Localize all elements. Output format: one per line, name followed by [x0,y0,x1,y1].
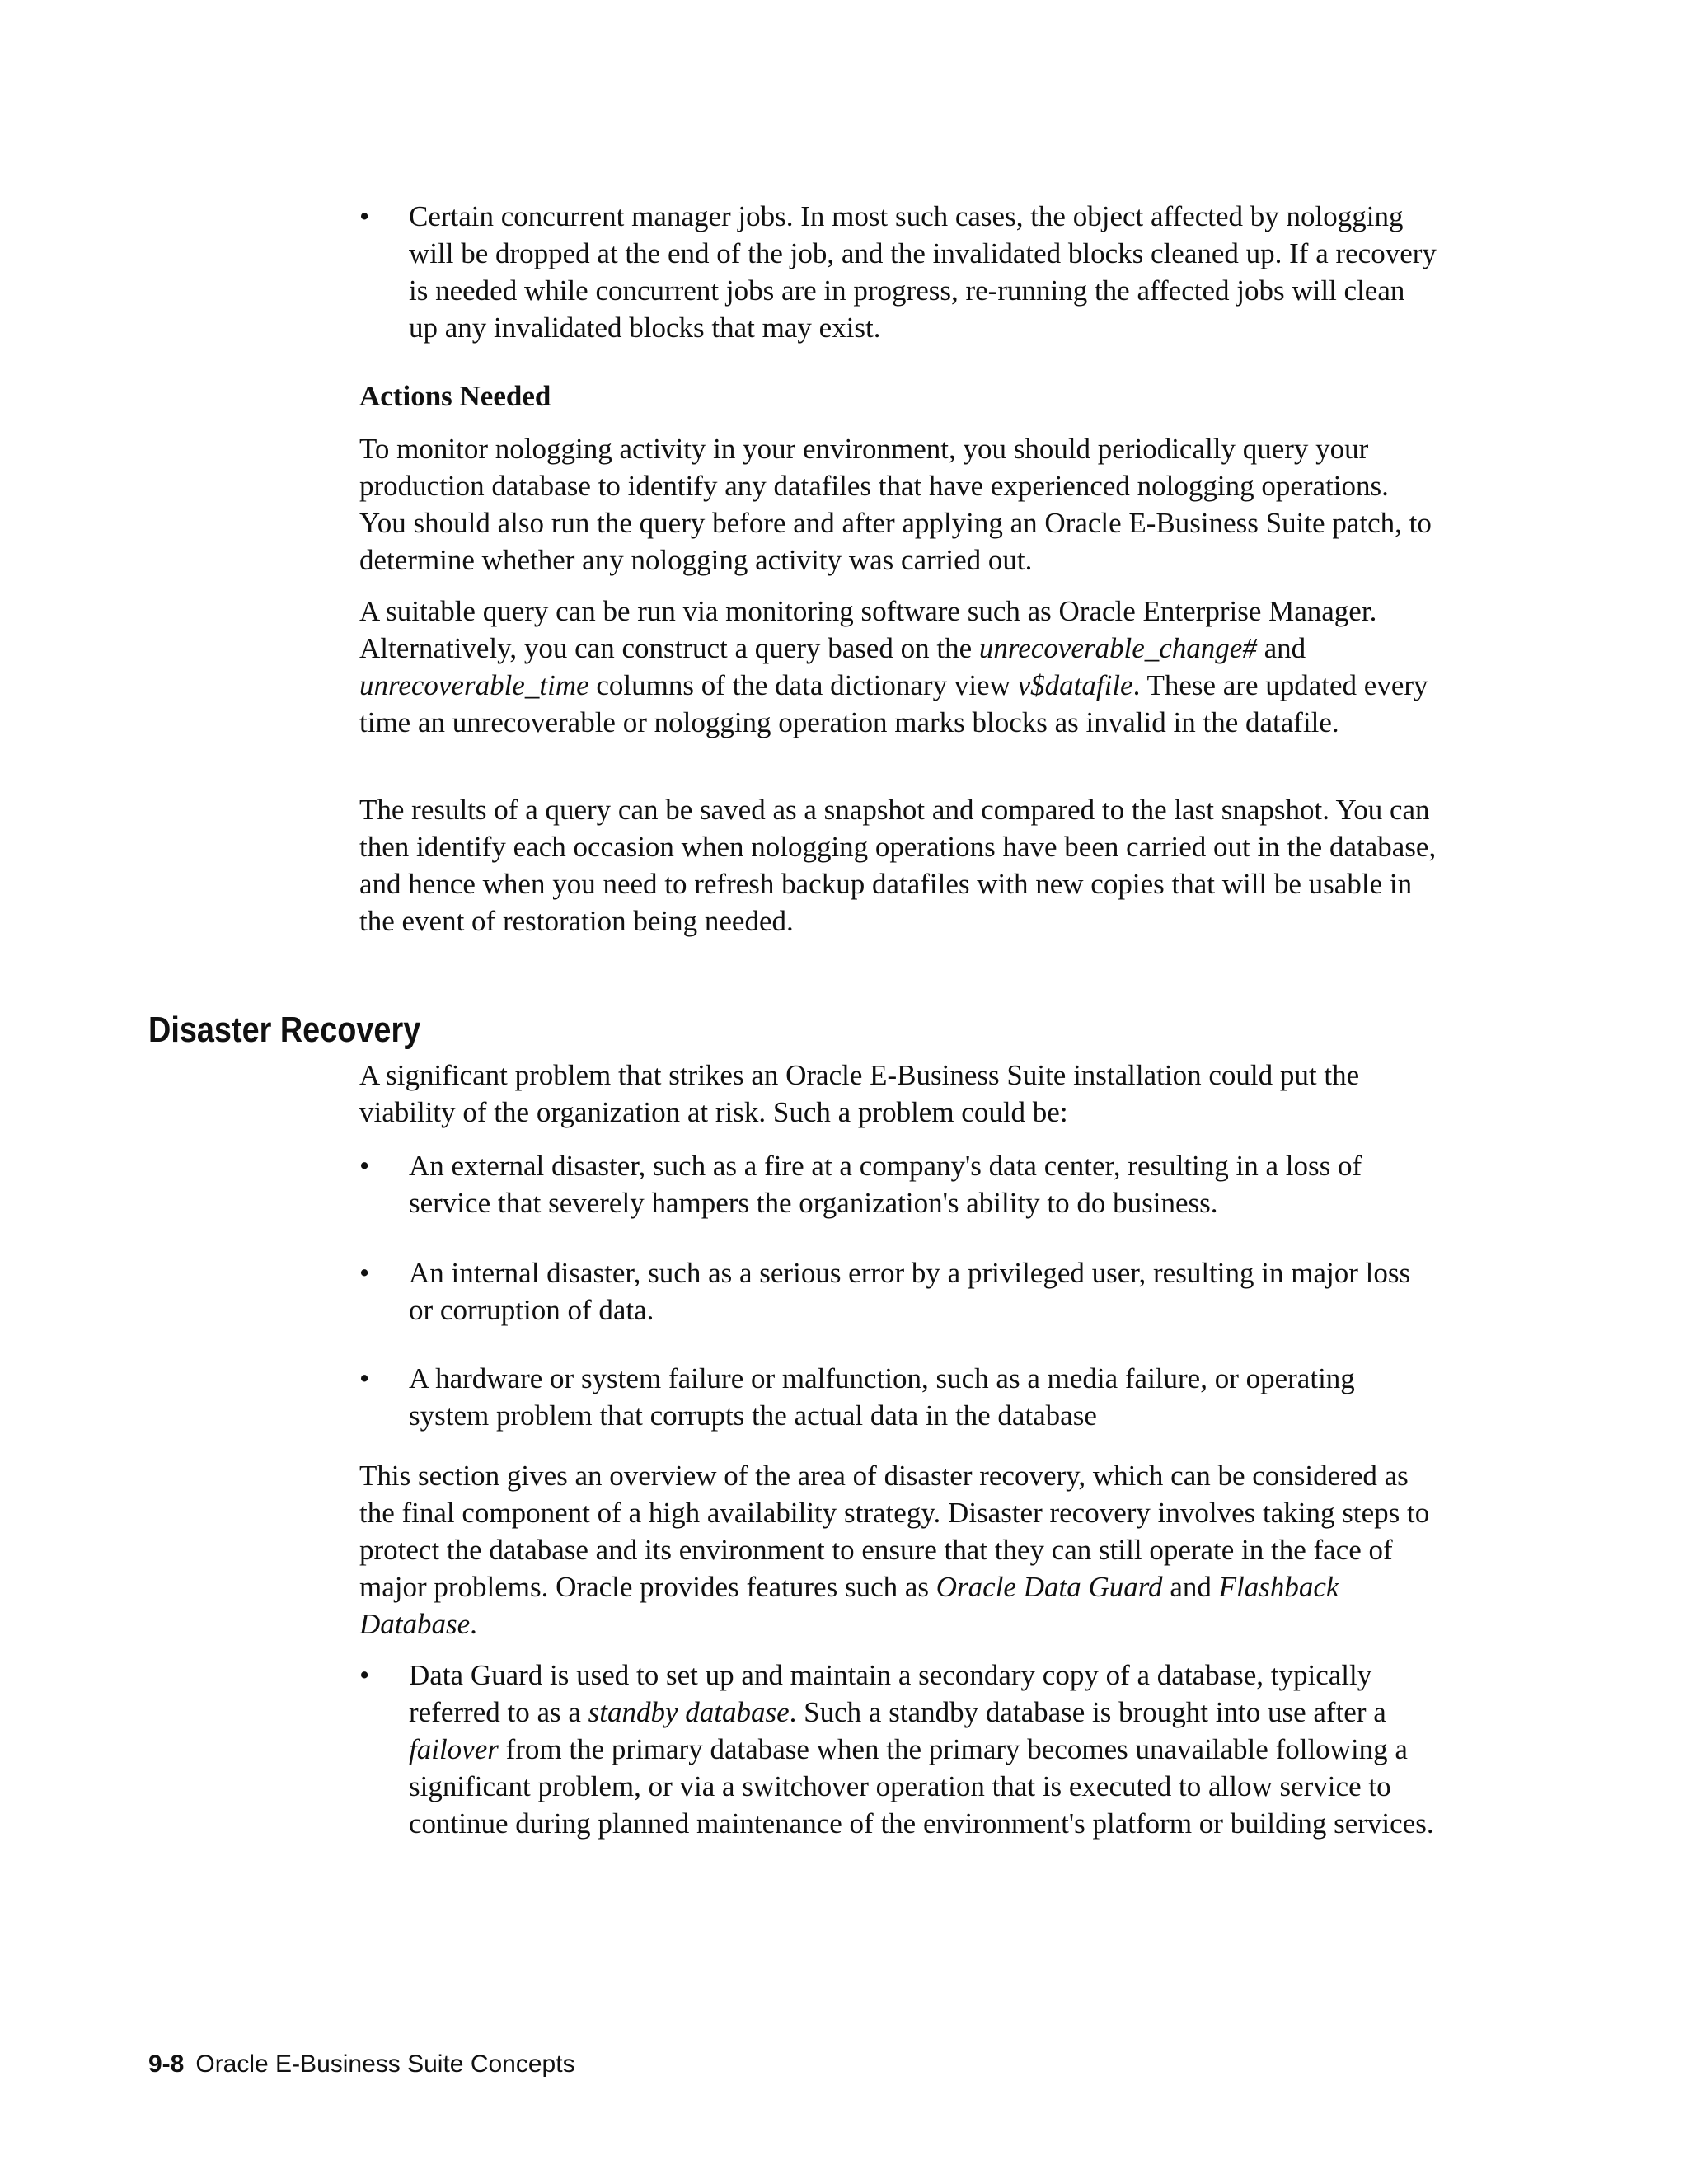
actions-paragraph-3 [359,791,1439,940]
text-run: This section gives an overview of the area of disaster recovery, which can be considered as the final component of a high availability strategy. Disaster recovery involves taking steps to protect the database and its environment to ensure that they can still operate in the face of major problems. Oracle provides features such as [359,1460,1430,1603]
bullet-icon: • [359,1150,370,1182]
text-run: A suitable query can be run via monitoring software such as Oracle Enterprise Manager. Alternatively, you can construct a query based on the [359,595,1377,664]
text-run: Data Guard is used to set up and maintain a secondary copy of a database, typically referred to as a [409,1659,1372,1728]
page-footer [148,2049,575,2080]
list-item [359,1657,1439,1842]
actions-paragraph-1 [359,430,1439,579]
list-item [359,1360,1439,1434]
bullet-icon: • [359,200,370,232]
disaster-overview [359,1457,1439,1643]
italic-term: Flashback Database [359,1571,1339,1640]
disaster-intro [359,1057,1439,1131]
list-item [359,198,1439,346]
actions-paragraph-2 [359,593,1439,741]
bullet-icon: • [359,1362,370,1394]
italic-term: Oracle Data Guard [935,1571,1163,1603]
text-run: from the primary database when the primary becomes unavailable following a significant problem, or via a switchover operation that is executed to allow service to continue during planned maintenance of the environment's platform or building services. [409,1733,1434,1840]
list-item [359,1147,1439,1221]
bullet-text: A hardware or system failure or malfunction, such as a media failure, or operating system problem that corrupts the actual data in the database [409,1362,1355,1432]
text-run: and [1256,632,1306,664]
actions-needed-heading: Actions Needed [359,380,551,412]
bullet-text: An external disaster, such as a fire at a company's data center, resulting in a loss of service that severely hampers the organization's ability to do business. [409,1150,1362,1219]
paragraph: To monitor nologging activity in your environment, you should periodically query your production database to identify any datafiles that have experienced nologging operations. You should also run the query before and after applying an Oracle E-Business Suite patch, to determine whether any nologging activity was carried out. [359,433,1432,576]
italic-term: unrecoverable_change# [978,632,1257,664]
dataguard-bullet [359,1657,1439,1842]
bullet-text: Certain concurrent manager jobs. In most such cases, the object affected by nologging will be dropped at the end of the job, and the invalidated blocks cleaned up. If a recovery is needed while concurrent jobs are in progress, re-running the affected jobs will clean up any invalidated blocks that may exist. [409,200,1437,344]
disaster-bullet-2 [359,1254,1439,1329]
paragraph: The results of a query can be saved as a snapshot and compared to the last snapshot. You can then identify each occasion when nologging operations have been carried out in the database, and hence when you need to refresh backup datafiles with new copies that will be usable in the event of restoration being needed. [359,794,1437,937]
paragraph [359,1457,1439,1643]
text-run: columns of the data dictionary view [588,669,1018,701]
disaster-bullet-3 [359,1360,1439,1434]
italic-term: failover [409,1733,499,1765]
text-run: . [470,1608,477,1640]
section-title: Disaster Recovery [148,1010,421,1050]
top-bullet-list [359,198,1439,346]
bullet-icon: • [359,1257,370,1289]
italic-term: unrecoverable_time [359,669,589,701]
bullet-icon: • [359,1659,370,1691]
text-run: . These are updated every time an unrecoverable or nologging operation marks blocks as invalid in the datafile. [359,669,1428,738]
paragraph: A significant problem that strikes an Oracle E-Business Suite installation could put the viability of the organization at risk. Such a problem could be: [359,1059,1360,1128]
page-number: 9-8 [148,2050,185,2078]
italic-term: standby database [588,1696,790,1728]
actions-needed-section [359,377,1439,415]
book-title: Oracle E-Business Suite Concepts [195,2050,575,2078]
text-run: and [1162,1571,1219,1603]
bullet-text: An internal disaster, such as a serious error by a privileged user, resulting in major loss or corruption of data. [409,1257,1411,1326]
list-item [359,1254,1439,1329]
bullet-text [409,1657,1439,1842]
paragraph [359,593,1439,741]
disaster-bullet-1 [359,1147,1439,1221]
text-run: . Such a standby database is brought into use after a [789,1696,1386,1728]
italic-term: v$datafile [1017,669,1133,701]
